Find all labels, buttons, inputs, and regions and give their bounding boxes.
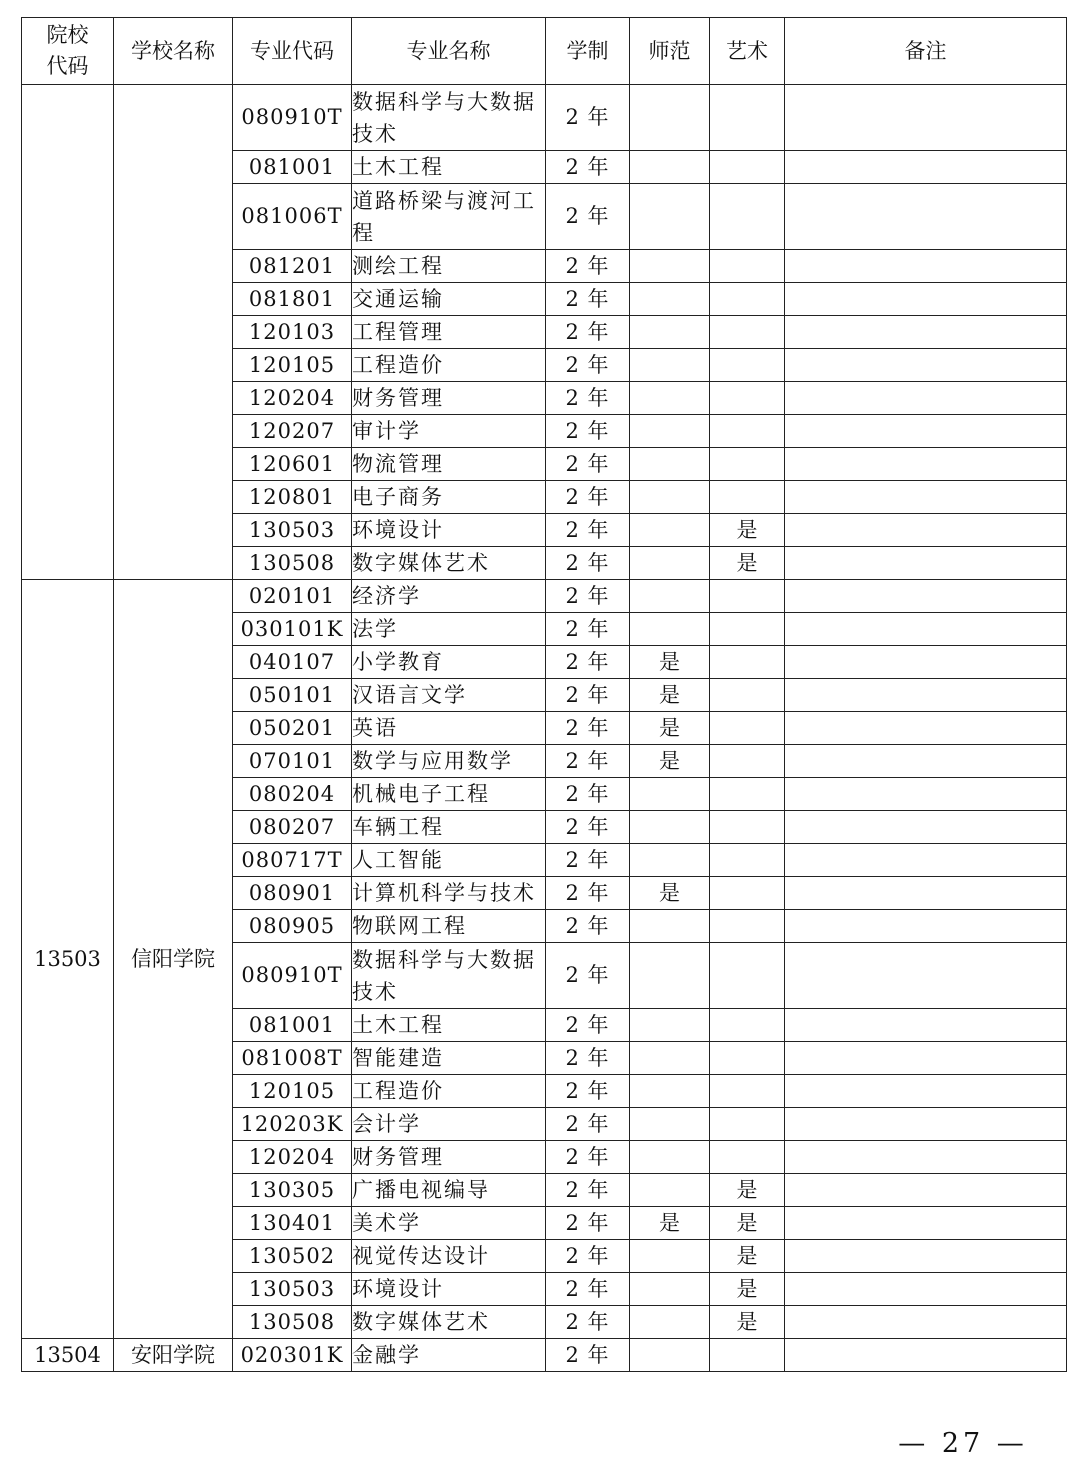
major-name-cell: 人工智能: [352, 844, 546, 877]
normal-flag-cell: 是: [630, 877, 710, 910]
art-flag-cell: [710, 844, 785, 877]
table-body: [22, 85, 1067, 1372]
duration-cell: 2 年: [546, 415, 630, 448]
normal-flag-cell: [630, 811, 710, 844]
major-name-cell: 环境设计: [352, 514, 546, 547]
art-flag-cell: [710, 85, 785, 151]
header-school-name: 学校名称: [114, 18, 233, 85]
remarks-cell: [785, 283, 1067, 316]
art-flag-cell: [710, 712, 785, 745]
remarks-cell: [785, 1273, 1067, 1306]
normal-flag-cell: [630, 349, 710, 382]
normal-flag-cell: [630, 514, 710, 547]
art-flag-cell: [710, 1042, 785, 1075]
art-flag-cell: 是: [710, 1174, 785, 1207]
art-flag-cell: 是: [710, 1306, 785, 1339]
major-code-cell: 130508: [233, 547, 352, 580]
school-code-cell: 13503: [22, 580, 114, 1339]
duration-cell: 2 年: [546, 712, 630, 745]
remarks-cell: [785, 514, 1067, 547]
school-name-cell: 安阳学院: [114, 1339, 233, 1372]
major-code-cell: 081008T: [233, 1042, 352, 1075]
art-flag-cell: [710, 679, 785, 712]
major-code-cell: 081001: [233, 151, 352, 184]
major-name-cell: 广播电视编导: [352, 1174, 546, 1207]
art-flag-cell: [710, 1009, 785, 1042]
remarks-cell: [785, 1339, 1067, 1372]
art-flag-cell: 是: [710, 547, 785, 580]
art-flag-cell: 是: [710, 1240, 785, 1273]
art-flag-cell: [710, 943, 785, 1009]
art-flag-cell: 是: [710, 1273, 785, 1306]
art-flag-cell: [710, 415, 785, 448]
art-flag-cell: [710, 877, 785, 910]
remarks-cell: [785, 1240, 1067, 1273]
normal-flag-cell: [630, 910, 710, 943]
normal-flag-cell: [630, 1075, 710, 1108]
major-code-cell: 120601: [233, 448, 352, 481]
remarks-cell: [785, 1042, 1067, 1075]
remarks-cell: [785, 1306, 1067, 1339]
remarks-cell: [785, 316, 1067, 349]
remarks-cell: [785, 910, 1067, 943]
normal-flag-cell: [630, 250, 710, 283]
normal-flag-cell: [630, 844, 710, 877]
major-name-cell: 测绘工程: [352, 250, 546, 283]
normal-flag-cell: [630, 1141, 710, 1174]
major-code-cell: 120207: [233, 415, 352, 448]
normal-flag-cell: 是: [630, 679, 710, 712]
major-name-cell: 土木工程: [352, 1009, 546, 1042]
art-flag-cell: [710, 910, 785, 943]
major-name-cell: 财务管理: [352, 1141, 546, 1174]
duration-cell: 2 年: [546, 778, 630, 811]
major-code-cell: 080910T: [233, 943, 352, 1009]
duration-cell: 2 年: [546, 1207, 630, 1240]
normal-flag-cell: [630, 448, 710, 481]
normal-flag-cell: [630, 382, 710, 415]
duration-cell: 2 年: [546, 910, 630, 943]
duration-cell: 2 年: [546, 250, 630, 283]
major-code-cell: 080207: [233, 811, 352, 844]
remarks-cell: [785, 184, 1067, 250]
remarks-cell: [785, 1207, 1067, 1240]
remarks-cell: [785, 382, 1067, 415]
major-name-cell: 工程造价: [352, 1075, 546, 1108]
art-flag-cell: [710, 1108, 785, 1141]
header-duration: 学制: [546, 18, 630, 85]
normal-flag-cell: [630, 1042, 710, 1075]
major-name-cell: 电子商务: [352, 481, 546, 514]
major-name-cell: 物联网工程: [352, 910, 546, 943]
duration-cell: 2 年: [546, 580, 630, 613]
art-flag-cell: [710, 1075, 785, 1108]
duration-cell: 2 年: [546, 349, 630, 382]
normal-flag-cell: 是: [630, 712, 710, 745]
remarks-cell: [785, 877, 1067, 910]
majors-table: [21, 17, 1067, 1372]
duration-cell: 2 年: [546, 1141, 630, 1174]
normal-flag-cell: [630, 580, 710, 613]
remarks-cell: [785, 646, 1067, 679]
art-flag-cell: [710, 778, 785, 811]
duration-cell: 2 年: [546, 646, 630, 679]
duration-cell: 2 年: [546, 943, 630, 1009]
header-remarks: 备注: [785, 18, 1067, 85]
normal-flag-cell: 是: [630, 745, 710, 778]
major-name-cell: 经济学: [352, 580, 546, 613]
major-name-cell: 工程造价: [352, 349, 546, 382]
major-code-cell: 080901: [233, 877, 352, 910]
header-school-code: 院校代码: [22, 18, 114, 85]
header-row: [22, 18, 1067, 85]
major-code-cell: 080905: [233, 910, 352, 943]
major-code-cell: 130305: [233, 1174, 352, 1207]
major-code-cell: 120105: [233, 349, 352, 382]
remarks-cell: [785, 580, 1067, 613]
duration-cell: 2 年: [546, 85, 630, 151]
page-number: — 27 —: [898, 1428, 1028, 1459]
school-name-cell: 信阳学院: [114, 580, 233, 1339]
major-code-cell: 130503: [233, 514, 352, 547]
school-name-cell: [114, 85, 233, 580]
major-name-cell: 土木工程: [352, 151, 546, 184]
normal-flag-cell: 是: [630, 1207, 710, 1240]
major-name-cell: 数学与应用数学: [352, 745, 546, 778]
major-name-cell: 环境设计: [352, 1273, 546, 1306]
major-name-cell: 交通运输: [352, 283, 546, 316]
major-name-cell: 法学: [352, 613, 546, 646]
art-flag-cell: [710, 349, 785, 382]
normal-flag-cell: [630, 778, 710, 811]
major-name-cell: 道路桥梁与渡河工程: [352, 184, 546, 250]
major-name-cell: 审计学: [352, 415, 546, 448]
duration-cell: 2 年: [546, 184, 630, 250]
normal-flag-cell: [630, 1306, 710, 1339]
remarks-cell: [785, 415, 1067, 448]
major-name-cell: 车辆工程: [352, 811, 546, 844]
remarks-cell: [785, 679, 1067, 712]
normal-flag-cell: [630, 316, 710, 349]
major-name-cell: 视觉传达设计: [352, 1240, 546, 1273]
remarks-cell: [785, 481, 1067, 514]
art-flag-cell: [710, 580, 785, 613]
remarks-cell: [785, 778, 1067, 811]
duration-cell: 2 年: [546, 448, 630, 481]
normal-flag-cell: [630, 1273, 710, 1306]
normal-flag-cell: [630, 1108, 710, 1141]
table-row: [22, 1339, 1067, 1372]
major-name-cell: 美术学: [352, 1207, 546, 1240]
remarks-cell: [785, 1075, 1067, 1108]
remarks-cell: [785, 712, 1067, 745]
remarks-cell: [785, 745, 1067, 778]
major-name-cell: 计算机科学与技术: [352, 877, 546, 910]
art-flag-cell: [710, 316, 785, 349]
duration-cell: 2 年: [546, 1108, 630, 1141]
normal-flag-cell: [630, 151, 710, 184]
duration-cell: 2 年: [546, 613, 630, 646]
remarks-cell: [785, 1009, 1067, 1042]
major-name-cell: 机械电子工程: [352, 778, 546, 811]
major-code-cell: 050201: [233, 712, 352, 745]
major-code-cell: 130401: [233, 1207, 352, 1240]
major-name-cell: 财务管理: [352, 382, 546, 415]
normal-flag-cell: [630, 283, 710, 316]
major-name-cell: 汉语言文学: [352, 679, 546, 712]
major-code-cell: 030101K: [233, 613, 352, 646]
major-code-cell: 020101: [233, 580, 352, 613]
remarks-cell: [785, 943, 1067, 1009]
table-row: [22, 580, 1067, 613]
art-flag-cell: [710, 448, 785, 481]
art-flag-cell: [710, 745, 785, 778]
major-name-cell: 数字媒体艺术: [352, 547, 546, 580]
remarks-cell: [785, 448, 1067, 481]
major-code-cell: 120103: [233, 316, 352, 349]
remarks-cell: [785, 613, 1067, 646]
header-major-name: 专业名称: [352, 18, 546, 85]
major-code-cell: 070101: [233, 745, 352, 778]
header-normal: 师范: [630, 18, 710, 85]
major-name-cell: 英语: [352, 712, 546, 745]
major-name-cell: 数字媒体艺术: [352, 1306, 546, 1339]
remarks-cell: [785, 547, 1067, 580]
duration-cell: 2 年: [546, 481, 630, 514]
duration-cell: 2 年: [546, 745, 630, 778]
art-flag-cell: [710, 811, 785, 844]
major-name-cell: 工程管理: [352, 316, 546, 349]
school-code-cell: [22, 85, 114, 580]
major-code-cell: 080717T: [233, 844, 352, 877]
major-code-cell: 050101: [233, 679, 352, 712]
remarks-cell: [785, 844, 1067, 877]
normal-flag-cell: 是: [630, 646, 710, 679]
duration-cell: 2 年: [546, 811, 630, 844]
major-code-cell: 081801: [233, 283, 352, 316]
duration-cell: 2 年: [546, 844, 630, 877]
normal-flag-cell: [630, 613, 710, 646]
art-flag-cell: [710, 184, 785, 250]
normal-flag-cell: [630, 184, 710, 250]
normal-flag-cell: [630, 481, 710, 514]
remarks-cell: [785, 349, 1067, 382]
major-name-cell: 金融学: [352, 1339, 546, 1372]
major-name-cell: 会计学: [352, 1108, 546, 1141]
art-flag-cell: [710, 481, 785, 514]
major-code-cell: 120801: [233, 481, 352, 514]
art-flag-cell: [710, 382, 785, 415]
art-flag-cell: [710, 283, 785, 316]
major-code-cell: 130503: [233, 1273, 352, 1306]
major-code-cell: 120204: [233, 382, 352, 415]
art-flag-cell: [710, 1141, 785, 1174]
major-name-cell: 数据科学与大数据技术: [352, 85, 546, 151]
normal-flag-cell: [630, 1174, 710, 1207]
normal-flag-cell: [630, 85, 710, 151]
duration-cell: 2 年: [546, 1273, 630, 1306]
duration-cell: 2 年: [546, 1042, 630, 1075]
duration-cell: 2 年: [546, 1306, 630, 1339]
major-code-cell: 130508: [233, 1306, 352, 1339]
major-code-cell: 020301K: [233, 1339, 352, 1372]
duration-cell: 2 年: [546, 382, 630, 415]
major-code-cell: 080204: [233, 778, 352, 811]
duration-cell: 2 年: [546, 151, 630, 184]
remarks-cell: [785, 1141, 1067, 1174]
art-flag-cell: [710, 613, 785, 646]
remarks-cell: [785, 85, 1067, 151]
normal-flag-cell: [630, 415, 710, 448]
duration-cell: 2 年: [546, 316, 630, 349]
duration-cell: 2 年: [546, 514, 630, 547]
normal-flag-cell: [630, 1009, 710, 1042]
duration-cell: 2 年: [546, 1009, 630, 1042]
remarks-cell: [785, 250, 1067, 283]
major-code-cell: 120203K: [233, 1108, 352, 1141]
remarks-cell: [785, 151, 1067, 184]
remarks-cell: [785, 1108, 1067, 1141]
duration-cell: 2 年: [546, 547, 630, 580]
major-name-cell: 小学教育: [352, 646, 546, 679]
normal-flag-cell: [630, 547, 710, 580]
duration-cell: 2 年: [546, 679, 630, 712]
major-code-cell: 130502: [233, 1240, 352, 1273]
duration-cell: 2 年: [546, 1075, 630, 1108]
header-art: 艺术: [710, 18, 785, 85]
table-row: [22, 85, 1067, 151]
major-code-cell: 081001: [233, 1009, 352, 1042]
major-code-cell: 120105: [233, 1075, 352, 1108]
school-code-cell: 13504: [22, 1339, 114, 1372]
normal-flag-cell: [630, 943, 710, 1009]
duration-cell: 2 年: [546, 283, 630, 316]
major-code-cell: 081201: [233, 250, 352, 283]
remarks-cell: [785, 811, 1067, 844]
art-flag-cell: [710, 1339, 785, 1372]
major-code-cell: 080910T: [233, 85, 352, 151]
art-flag-cell: 是: [710, 1207, 785, 1240]
duration-cell: 2 年: [546, 1240, 630, 1273]
art-flag-cell: [710, 250, 785, 283]
major-code-cell: 040107: [233, 646, 352, 679]
duration-cell: 2 年: [546, 1339, 630, 1372]
major-name-cell: 智能建造: [352, 1042, 546, 1075]
major-code-cell: 081006T: [233, 184, 352, 250]
duration-cell: 2 年: [546, 877, 630, 910]
header-major-code: 专业代码: [233, 18, 352, 85]
normal-flag-cell: [630, 1339, 710, 1372]
art-flag-cell: [710, 151, 785, 184]
art-flag-cell: 是: [710, 514, 785, 547]
major-code-cell: 120204: [233, 1141, 352, 1174]
remarks-cell: [785, 1174, 1067, 1207]
art-flag-cell: [710, 646, 785, 679]
normal-flag-cell: [630, 1240, 710, 1273]
major-name-cell: 数据科学与大数据技术: [352, 943, 546, 1009]
duration-cell: 2 年: [546, 1174, 630, 1207]
major-name-cell: 物流管理: [352, 448, 546, 481]
